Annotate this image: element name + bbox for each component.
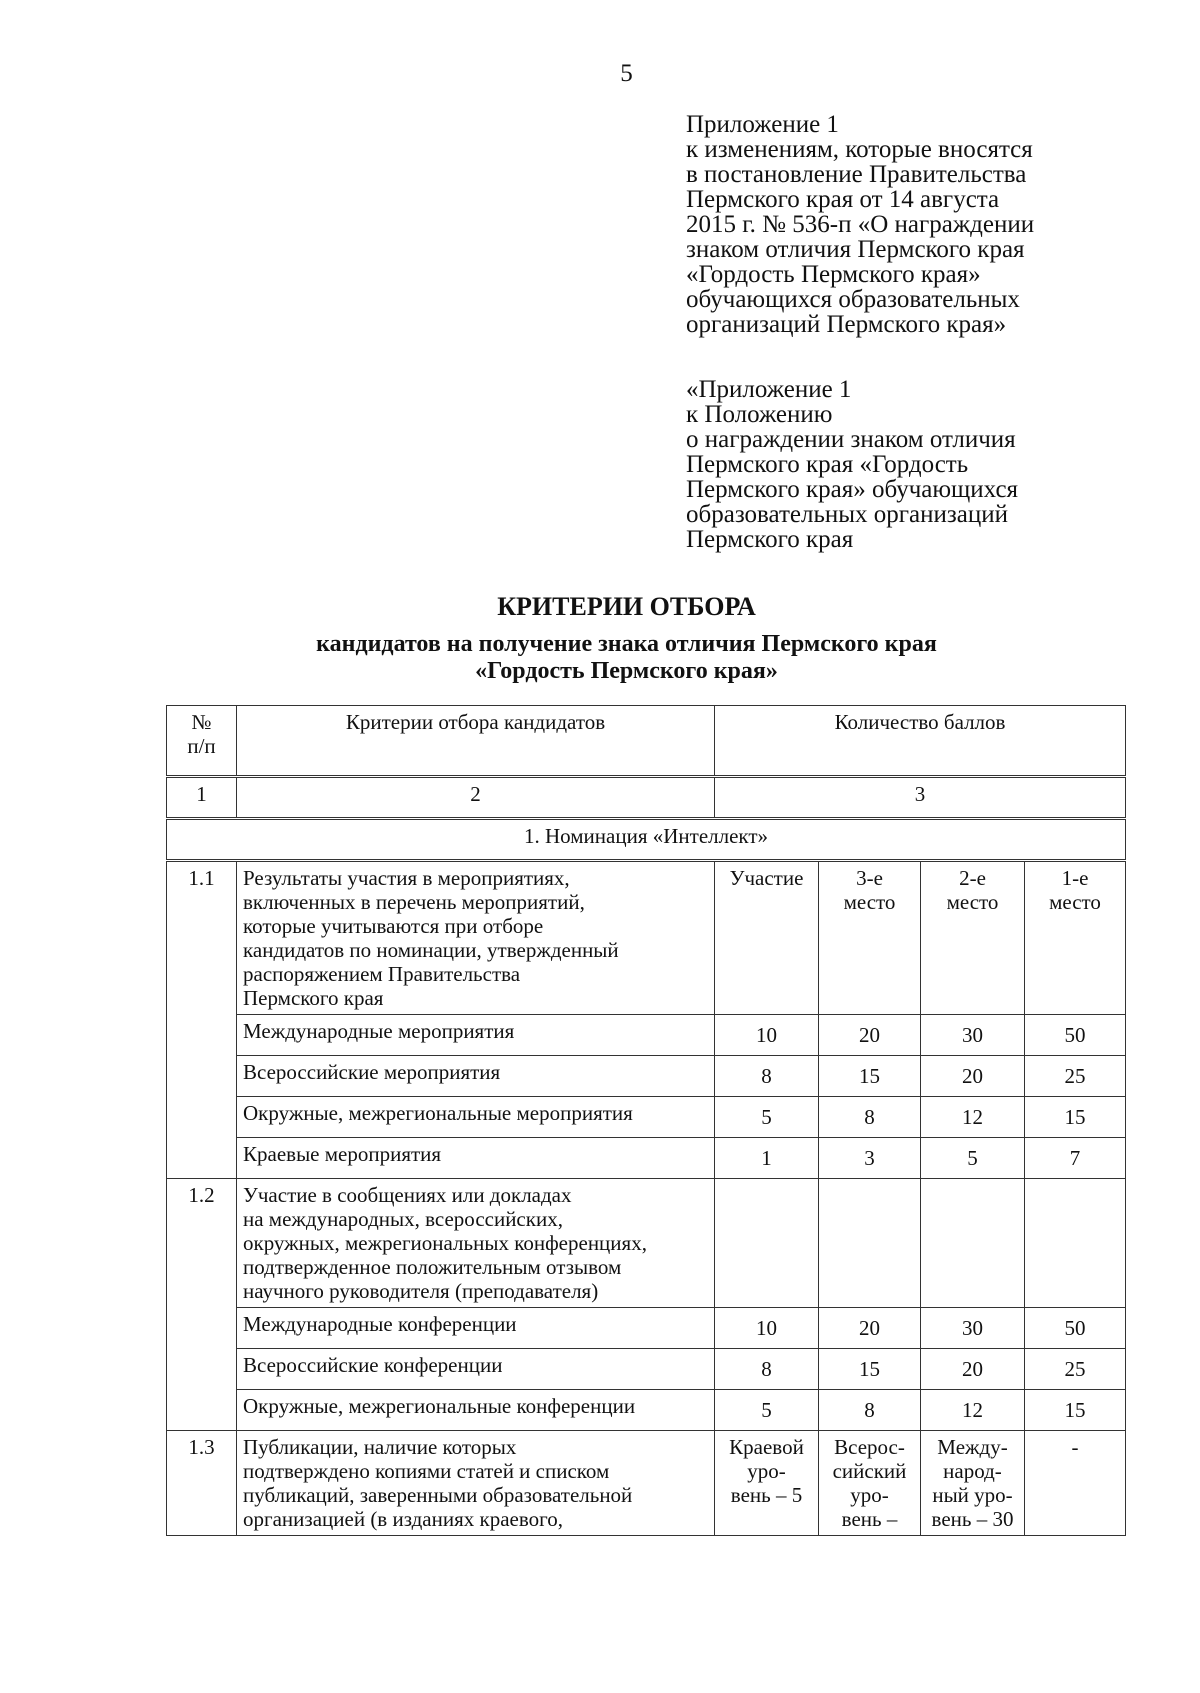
score-cell: 10 bbox=[715, 1015, 819, 1056]
criterion-line: организацией (в изданиях краевого, bbox=[243, 1507, 563, 1531]
score-cell: 7 bbox=[1025, 1138, 1126, 1179]
table-header-row bbox=[167, 706, 1126, 777]
row-number: 1.1 bbox=[167, 861, 237, 1179]
table-row bbox=[167, 1056, 1126, 1097]
appendix-note-line: Приложение 1 bbox=[686, 111, 839, 138]
appendix-note-line: 2015 г. № 536-п «О награждении bbox=[686, 211, 1035, 238]
score-cell: 50 bbox=[1025, 1308, 1126, 1349]
score-cell: 30 bbox=[921, 1308, 1025, 1349]
header-points: Количество баллов bbox=[715, 706, 1126, 777]
criterion-text bbox=[237, 861, 715, 1015]
empty-cell bbox=[921, 1179, 1025, 1308]
criterion-line: Участие в сообщениях или докладах bbox=[243, 1183, 572, 1207]
score-cell: 5 bbox=[921, 1138, 1025, 1179]
criterion-line: распоряжением Правительства bbox=[243, 962, 521, 986]
row-label: Окружные, межрегиональные мероприятия bbox=[237, 1097, 715, 1138]
empty-cell bbox=[1025, 1179, 1126, 1308]
criterion-line: подтвержденное положительным отзывом bbox=[243, 1255, 622, 1279]
score-cell: 50 bbox=[1025, 1015, 1126, 1056]
federal-level-cell bbox=[819, 1431, 921, 1536]
level-line: ный уро- bbox=[932, 1483, 1013, 1507]
criterion-line: на международных, всероссийских, bbox=[243, 1207, 563, 1231]
row-label: Международные мероприятия bbox=[237, 1015, 715, 1056]
criterion-line: включенных в перечень мероприятий, bbox=[243, 890, 585, 914]
criterion-line: Пермского края bbox=[243, 986, 384, 1010]
score-cell: 5 bbox=[715, 1097, 819, 1138]
place-header-line: место bbox=[1049, 890, 1101, 914]
score-cell: 12 bbox=[921, 1097, 1025, 1138]
table-row bbox=[167, 1015, 1126, 1056]
table-row bbox=[167, 1390, 1126, 1431]
score-cell: 1 bbox=[715, 1138, 819, 1179]
score-cell: 8 bbox=[715, 1349, 819, 1390]
row-label: Всероссийские конференции bbox=[237, 1349, 715, 1390]
row-number: 1.3 bbox=[167, 1431, 237, 1536]
row-label: Всероссийские мероприятия bbox=[237, 1056, 715, 1097]
score-cell: 15 bbox=[1025, 1097, 1126, 1138]
criterion-text bbox=[237, 1431, 715, 1536]
level-line: народ- bbox=[943, 1459, 1002, 1483]
appendix-regulation-line: о награждении знаком отличия bbox=[686, 426, 1016, 453]
score-cell: 12 bbox=[921, 1390, 1025, 1431]
subtitle-line: кандидатов на получение знака отличия Пермского края bbox=[316, 631, 937, 657]
empty-cell bbox=[819, 1179, 921, 1308]
appendix-note-line: организаций Пермского края» bbox=[686, 311, 1007, 338]
international-level-cell bbox=[921, 1431, 1025, 1536]
level-line: вень – bbox=[841, 1507, 898, 1531]
score-cell: 15 bbox=[819, 1349, 921, 1390]
score-cell: 30 bbox=[921, 1015, 1025, 1056]
score-cell: 25 bbox=[1025, 1349, 1126, 1390]
appendix-regulation bbox=[686, 377, 1126, 552]
place-header-participation: Участие bbox=[715, 861, 819, 1015]
place-header-line: 2-е bbox=[959, 866, 986, 890]
page-number: 5 bbox=[620, 60, 633, 87]
appendix-note-line: «Гордость Пермского края» bbox=[686, 261, 981, 288]
header-number-line: п/п bbox=[187, 734, 216, 758]
criterion-line: кандидатов по номинации, утвержденный bbox=[243, 938, 619, 962]
appendix-regulation-line: «Приложение 1 bbox=[686, 376, 852, 403]
level-line: уро- bbox=[850, 1483, 889, 1507]
appendix-regulation-line: Пермского края «Гордость bbox=[686, 451, 969, 478]
score-cell: 8 bbox=[715, 1056, 819, 1097]
score-cell: 15 bbox=[819, 1056, 921, 1097]
table-row bbox=[167, 1097, 1126, 1138]
score-cell: 10 bbox=[715, 1308, 819, 1349]
appendix-regulation-line: Пермского края» обучающихся bbox=[686, 476, 1019, 503]
appendix-regulation-line: к Положению bbox=[686, 401, 833, 428]
place-header-line: 1-е bbox=[1061, 866, 1089, 890]
appendix-regulation-line: Пермского края bbox=[686, 526, 854, 553]
header-criteria: Критерии отбора кандидатов bbox=[237, 706, 715, 777]
document-title: КРИТЕРИИ ОТБОРА bbox=[497, 592, 756, 621]
level-line: вень – 30 bbox=[931, 1507, 1014, 1531]
level-line: вень – 5 bbox=[730, 1483, 803, 1507]
row-label: Окружные, межрегиональные конференции bbox=[237, 1390, 715, 1431]
table-row bbox=[167, 1308, 1126, 1349]
table-row bbox=[167, 1431, 1126, 1536]
table-row bbox=[167, 861, 1126, 1015]
place-header-third bbox=[819, 861, 921, 1015]
appendix-note-line: обучающихся образовательных bbox=[686, 286, 1020, 313]
criterion-line: публикаций, заверенными образовательной bbox=[243, 1483, 633, 1507]
row-number: 1.2 bbox=[167, 1179, 237, 1431]
column-number: 2 bbox=[237, 777, 715, 819]
criteria-table bbox=[166, 705, 1126, 1536]
document-subtitle bbox=[0, 631, 1200, 685]
table-row bbox=[167, 1138, 1126, 1179]
score-cell: 5 bbox=[715, 1390, 819, 1431]
criterion-line: которые учитываются при отборе bbox=[243, 914, 544, 938]
appendix-note-line: знаком отличия Пермского края bbox=[686, 236, 1025, 263]
place-header-line: место bbox=[843, 890, 896, 914]
place-header-second bbox=[921, 861, 1025, 1015]
column-number: 3 bbox=[715, 777, 1126, 819]
dash-cell: - bbox=[1025, 1431, 1126, 1536]
place-header-line: место bbox=[946, 890, 999, 914]
appendix-regulation-line: образовательных организаций bbox=[686, 501, 1009, 528]
header-number bbox=[167, 706, 237, 777]
nomination-row bbox=[167, 819, 1126, 861]
level-line: сийский bbox=[832, 1459, 907, 1483]
score-cell: 15 bbox=[1025, 1390, 1126, 1431]
criterion-line: подтверждено копиями статей и списком bbox=[243, 1459, 610, 1483]
table-row bbox=[167, 1349, 1126, 1390]
header-number-line: № bbox=[191, 710, 212, 734]
score-cell: 20 bbox=[921, 1349, 1025, 1390]
appendix-note-line: Пермского края от 14 августа bbox=[686, 186, 1000, 213]
table-row bbox=[167, 1179, 1126, 1308]
place-header-line: 3-е bbox=[856, 866, 883, 890]
level-line: Краевой bbox=[729, 1435, 804, 1459]
criterion-line: Результаты участия в мероприятиях, bbox=[243, 866, 570, 890]
level-line: уро- bbox=[747, 1459, 786, 1483]
nomination-title: 1. Номинация «Интеллект» bbox=[167, 819, 1126, 861]
subtitle-line: «Гордость Пермского края» bbox=[475, 658, 778, 684]
score-cell: 3 bbox=[819, 1138, 921, 1179]
criterion-line: окружных, межрегиональных конференциях, bbox=[243, 1231, 647, 1255]
row-label: Краевые мероприятия bbox=[237, 1138, 715, 1179]
score-cell: 8 bbox=[819, 1097, 921, 1138]
regional-level-cell bbox=[715, 1431, 819, 1536]
score-cell: 20 bbox=[921, 1056, 1025, 1097]
level-line: Всерос- bbox=[834, 1435, 905, 1459]
column-number: 1 bbox=[167, 777, 237, 819]
score-cell: 20 bbox=[819, 1015, 921, 1056]
appendix-note-line: в постановление Правительства bbox=[686, 161, 1027, 188]
score-cell: 20 bbox=[819, 1308, 921, 1349]
empty-cell bbox=[715, 1179, 819, 1308]
score-cell: 25 bbox=[1025, 1056, 1126, 1097]
level-line: Между- bbox=[937, 1435, 1008, 1459]
appendix-note-line: к изменениям, которые вносятся bbox=[686, 136, 1033, 163]
row-label: Международные конференции bbox=[237, 1308, 715, 1349]
appendix-note bbox=[686, 112, 1126, 337]
column-number-row bbox=[167, 777, 1126, 819]
criterion-line: научного руководителя (преподавателя) bbox=[243, 1279, 599, 1303]
criterion-line: Публикации, наличие которых bbox=[243, 1435, 517, 1459]
place-header-first bbox=[1025, 861, 1126, 1015]
criterion-text bbox=[237, 1179, 715, 1308]
score-cell: 8 bbox=[819, 1390, 921, 1431]
